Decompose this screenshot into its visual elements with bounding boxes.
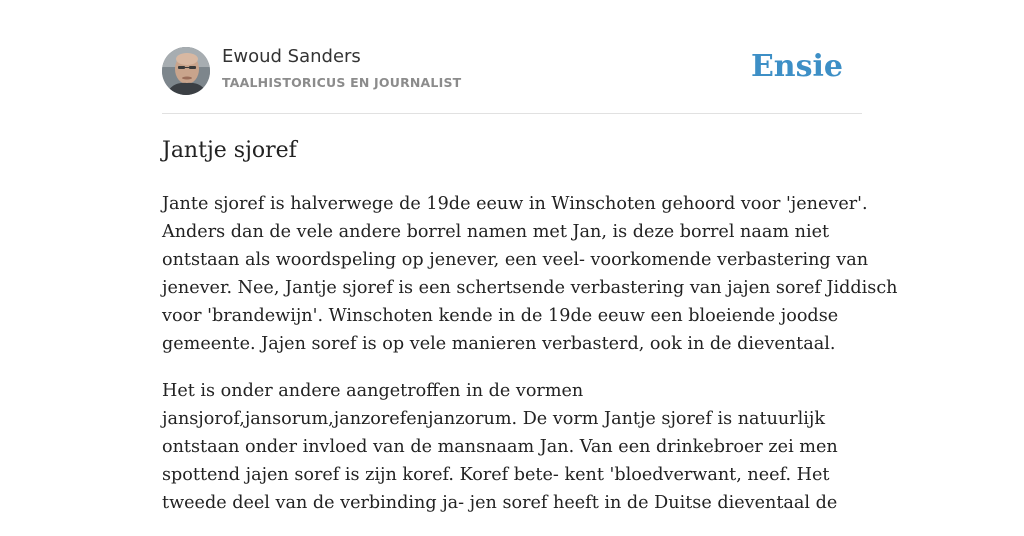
paragraph-line: tweede deel van de verbinding ja- jen soref heeft in de Duitse dieventaal de	[162, 493, 838, 513]
paragraph-line: spottend jajen soref is zijn koref. Koref bete- kent 'bloedverwant, neef. Het	[162, 465, 830, 485]
ensie-logo[interactable]: Ensie	[750, 49, 843, 84]
author-header	[162, 0, 862, 114]
avatar-portrait-image	[162, 47, 210, 95]
paragraph-line: jenever. Nee, Jantje sjoref is een schertsende verbastering van jajen soref Jiddisch	[162, 278, 898, 298]
article-page	[162, 0, 898, 513]
author-name[interactable]: Ewoud Sanders	[222, 46, 361, 67]
paragraph-line: jansjorof,jansorum,janzorefenjanzorum. De vorm Jantje sjoref is natuurlijk	[162, 409, 826, 429]
article-paragraph-1	[162, 190, 898, 358]
article-title: Jantje sjoref	[162, 138, 297, 163]
article-body	[162, 190, 898, 536]
paragraph-line: voor 'brandewijn'. Winschoten kende in de 19de eeuw een bloeiende joodse	[162, 306, 839, 326]
paragraph-line: gemeente. Jajen soref is op vele manieren verbasterd, ook in de dieventaal.	[162, 334, 836, 354]
author-role: TAALHISTORICUS EN JOURNALIST	[222, 75, 462, 90]
author-avatar[interactable]	[162, 47, 210, 95]
article-paragraph-2	[162, 377, 862, 517]
paragraph-line: ontstaan als woordspeling op jenever, een veel- voorkomende verbastering van	[162, 250, 869, 270]
paragraph-line: Het is onder andere aangetroffen in de vormen	[162, 381, 584, 401]
paragraph-line: Jante sjoref is halverwege de 19de eeuw in Winschoten gehoord voor 'jenever'.	[162, 194, 868, 214]
paragraph-line: ontstaan onder invloed van de mansnaam Jan. Van een drinkebroer zei men	[162, 437, 838, 457]
paragraph-line: Anders dan de vele andere borrel namen met Jan, is deze borrel naam niet	[162, 222, 830, 242]
